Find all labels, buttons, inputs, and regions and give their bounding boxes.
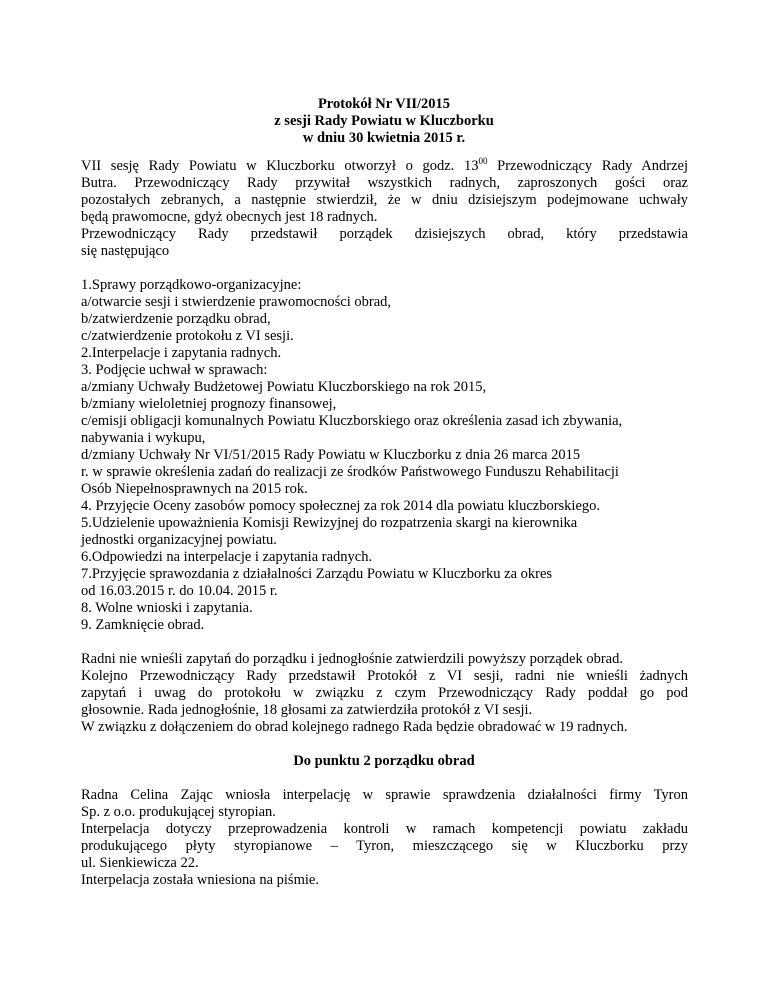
agenda-item: 1.Sprawy porządkowo-organizacyjne: [81, 277, 302, 293]
agenda-item: b/zatwierdzenie porządku obrad, [81, 311, 271, 327]
time-superscript: 00 [478, 156, 488, 166]
agenda-item: a/zmiany Uchwały Budżetowej Powiatu Kluczborskiego na rok 2015, [81, 379, 487, 395]
agenda-item: 9. Zamknięcie obrad. [81, 617, 205, 633]
agenda-item: 5.Udzielenie upoważnienia Komisji Rewizyjnej do rozpatrzenia skargi na kierownika [81, 515, 578, 531]
protocol-date: w dniu 30 kwietnia 2015 r. [302, 130, 466, 146]
section-line: ul. Sienkiewicza 22. [81, 855, 199, 871]
agenda-item: 3. Podjęcie uchwał w sprawach: [81, 362, 268, 378]
agenda-item: 7.Przyjęcie sprawozdania z działalności Zarządu Powiatu w Kluczborku za okres [81, 566, 553, 582]
section-line: Interpelacja została wniesiona na piśmie. [81, 872, 319, 888]
agenda-item: d/zmiany Uchwały Nr VI/51/2015 Rady Powiatu w Kluczborku z dnia 26 marca 2015 [81, 447, 581, 463]
approval-line: Kolejno Przewodniczący Rady przedstawił Protokół z VI sesji, radni nie wnieśli żadnych [81, 668, 688, 684]
protocol-title: Protokół Nr VII/2015 [317, 96, 451, 112]
section-line: produkującego płyty styropianowe – Tyron, mieszczącego się w Kluczborku przy [81, 838, 688, 854]
intro-line: się następująco [81, 243, 170, 259]
agenda-item: a/otwarcie sesji i stwierdzenie prawomocności obrad, [81, 294, 392, 310]
agenda-item: c/emisji obligacji komunalnych Powiatu Kluczborskiego oraz określenia zasad ich zbywania, [81, 413, 623, 429]
agenda-item: r. w sprawie określenia zadań do realizacji ze środków Państwowego Funduszu Rehabilitacji [81, 464, 619, 480]
section-line: Radna Celina Zając wniosła interpelację w sprawie sprawdzenia działalności firmy Tyron [81, 787, 688, 803]
agenda-item: 4. Przyjęcie Oceny zasobów pomocy społecznej za rok 2014 dla powiatu kluczborskiego. [81, 498, 601, 514]
intro-line: pozostałych zebranych, a następnie stwierdził, że w dniu dzisiejszym podejmowane uchwały [81, 192, 688, 208]
approval-line: głosownie. Rada jednogłośnie, 18 głosami za zatwierdziła protokół z VI sesji. [81, 702, 533, 718]
section-line: Interpelacja dotyczy przeprowadzenia kontroli w ramach kompetencji powiatu zakładu [81, 821, 688, 837]
section-line: Sp. z o.o. produkującej styropian. [81, 804, 276, 820]
approval-line: W związku z dołączeniem do obrad kolejnego radnego Rada będzie obradować w 19 radnych. [81, 719, 628, 735]
intro-line: Przewodniczący Rady przedstawił porządek dzisiejszych obrad, który przedstawia [81, 226, 688, 242]
intro-line: Butra. Przewodniczący Rady przywitał wszystkich radnych, zaproszonych gości oraz [81, 175, 688, 191]
agenda-item: 6.Odpowiedzi na interpelacje i zapytania radnych. [81, 549, 373, 565]
agenda-item: nabywania i wykupu, [81, 430, 206, 446]
agenda-item: Osób Niepełnosprawnych na 2015 rok. [81, 481, 308, 497]
agenda-item: 8. Wolne wnioski i zapytania. [81, 600, 253, 616]
agenda-item: od 16.03.2015 r. do 10.04. 2015 r. [81, 583, 278, 599]
approval-line: Radni nie wnieśli zapytań do porządku i jednogłośnie zatwierdzili powyższy porządek obrad. [81, 651, 623, 667]
agenda-item: 2.Interpelacje i zapytania radnych. [81, 345, 282, 361]
section-heading: Do punktu 2 porządku obrad [293, 753, 475, 769]
intro-line: będą prawomocne, gdyż obecnych jest 18 radnych. [81, 209, 378, 225]
protocol-subtitle: z sesji Rady Powiatu w Kluczborku [274, 113, 494, 129]
intro-line: VII sesję Rady Powiatu w Kluczborku otworzył o godz. $13^{00}$ Przewodniczący Rady Andrzej [81, 156, 688, 174]
agenda-item: c/zatwierdzenie protokołu z VI sesji. [81, 328, 294, 344]
approval-line: zapytań i uwag do protokołu w związku z czym Przewodniczący Rady poddał go pod [81, 685, 688, 701]
agenda-item: b/zmiany wieloletniej prognozy finansowej, [81, 396, 337, 412]
agenda-item: jednostki organizacyjnej powiatu. [81, 532, 277, 548]
